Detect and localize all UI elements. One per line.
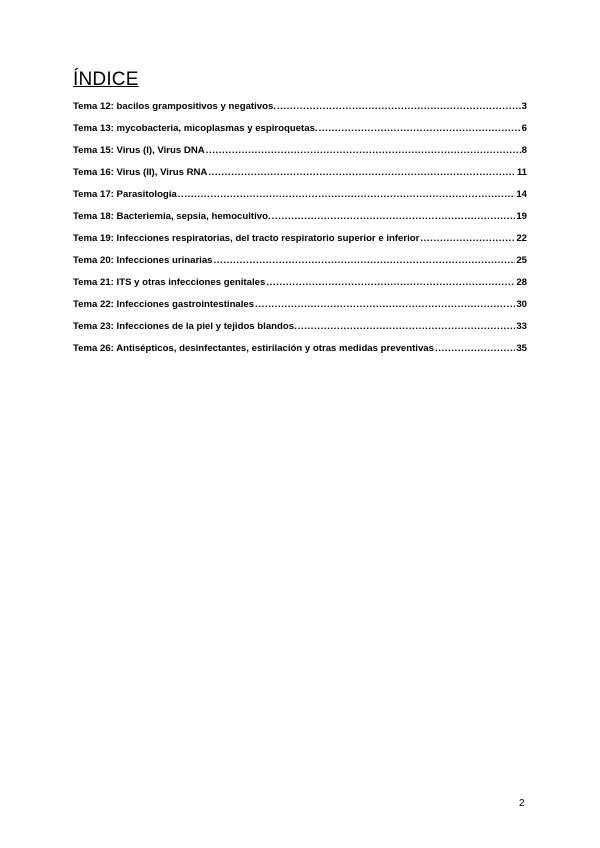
toc-entry[interactable]	[73, 101, 527, 123]
toc-entry-page: 30	[516, 299, 527, 310]
toc-entry-page: 35	[516, 343, 527, 354]
toc-leader-dots	[208, 167, 515, 178]
index-title: ÍNDICE	[73, 69, 139, 90]
toc-entry-label: Tema 21: ITS y otras infecciones genitales	[73, 277, 266, 288]
toc-leader-dots	[214, 255, 516, 266]
toc-leader-dots	[435, 343, 515, 354]
toc-entry[interactable]	[73, 211, 527, 233]
toc-entry[interactable]	[73, 189, 527, 211]
toc-entry[interactable]	[73, 299, 527, 321]
toc-entry[interactable]	[73, 233, 527, 255]
toc-entry-page: 25	[516, 255, 527, 266]
toc-entry-page: 33	[516, 321, 527, 332]
toc-entry[interactable]	[73, 123, 527, 145]
toc-entry-label: Tema 15: Virus (I), Virus DNA	[73, 145, 205, 156]
toc-entry-label: Tema 19: Infecciones respiratorias, del tracto respiratorio superior e inferior	[73, 233, 420, 244]
toc-entry-page: 19	[516, 211, 527, 222]
toc-entry-page: 8	[521, 145, 527, 156]
toc-entry[interactable]	[73, 255, 527, 277]
toc-leader-dots	[266, 277, 515, 288]
toc-leader-dots	[420, 233, 515, 244]
toc-entry[interactable]	[73, 277, 527, 299]
toc-entry-page: 28	[516, 277, 527, 288]
toc-leader-dots	[178, 189, 516, 200]
toc-entry-page: 6	[521, 123, 527, 134]
toc-entry-label: Tema 16: Virus (II), Virus RNA	[73, 167, 208, 178]
toc-entry-page: 22	[516, 233, 527, 244]
table-of-contents	[73, 101, 527, 365]
toc-leader-dots	[206, 145, 521, 156]
toc-entry-page: 11	[516, 167, 527, 178]
toc-entry-label: Tema 18: Bacteriemia, sepsia, hemocultivo.	[73, 211, 271, 222]
toc-entry-label: Tema 17: Parasitología	[73, 189, 177, 200]
toc-leader-dots	[255, 299, 515, 310]
toc-entry-label: Tema 22: Infecciones gastrointestinales	[73, 299, 255, 310]
toc-entry-label: Tema 26: Antisépticos, desinfectantes, estirilación y otras medidas preventivas	[73, 343, 434, 354]
toc-leader-dots	[298, 321, 516, 332]
toc-leader-dots	[272, 211, 516, 222]
toc-entry-page: 14	[516, 189, 527, 200]
toc-entry-label: Tema 13: mycobacteria, micoplasmas y espiroquetas.	[73, 123, 318, 134]
toc-entry-page: 3	[521, 101, 527, 112]
toc-entry-label: Tema 12: bacilos grampositivos y negativos.	[73, 101, 276, 112]
toc-entry[interactable]	[73, 343, 527, 365]
toc-entry[interactable]	[73, 145, 527, 167]
toc-entry-label: Tema 20: Infecciones urinarias	[73, 255, 213, 266]
toc-leader-dots	[319, 123, 521, 134]
page-number: 2	[519, 798, 525, 809]
toc-entry-label: Tema 23: Infecciones de la piel y tejidos blandos.	[73, 321, 297, 332]
toc-entry[interactable]	[73, 321, 527, 343]
toc-entry[interactable]	[73, 167, 527, 189]
toc-leader-dots	[277, 101, 521, 112]
